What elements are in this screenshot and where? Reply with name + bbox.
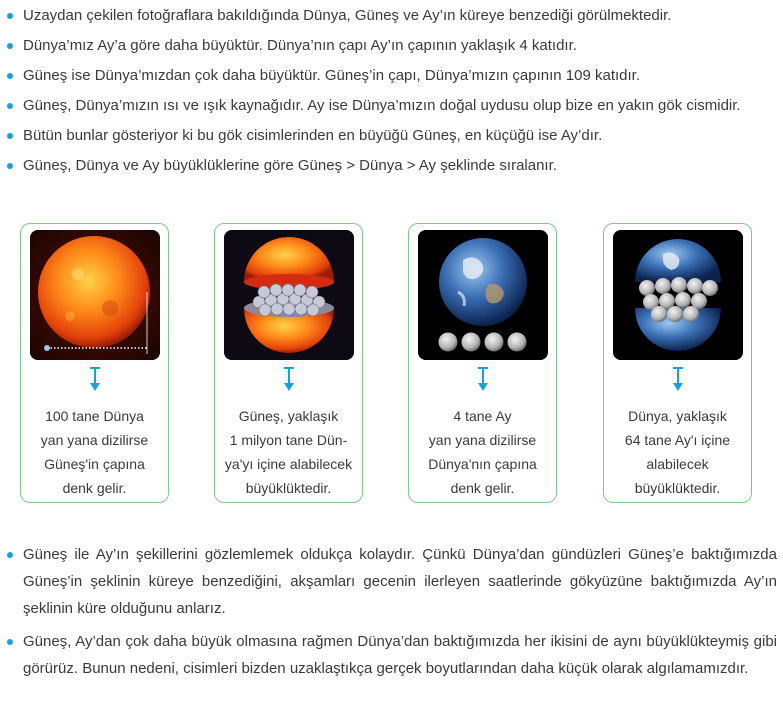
bottom-bullet-list — [0, 541, 783, 688]
bullet-dot-icon — [7, 552, 13, 558]
bullet-dot-icon — [7, 163, 13, 169]
card-caption: Güneş, yaklaşık 1 milyon tane Dün- ya'yı içine alabilecek büyüklüktedir. — [224, 408, 353, 496]
bullet-dot-icon — [7, 103, 13, 109]
comparison-card-earth-moons — [408, 223, 557, 503]
down-arrow-icon — [476, 366, 490, 392]
bullet-text: Güneş ise Dünya’mızdan çok daha büyüktür. Güneş’in çapı, Dünya’mızın çapının 109 katıdır. — [23, 67, 641, 84]
bullet-item — [0, 541, 783, 622]
sun-filled-with-earths-image — [224, 230, 354, 360]
bullet-dot-icon — [7, 73, 13, 79]
bullet-item — [0, 4, 783, 27]
comparison-card-sun-earths — [214, 223, 363, 503]
bullet-text: Güneş, Dünya ve Ay büyüklüklerine göre Güneş > Dünya > Ay şeklinde sıralanır. — [23, 157, 557, 174]
bullet-item — [0, 154, 783, 177]
card-caption: Dünya, yaklaşık 64 tane Ay'ı içine alabilecek büyüklüktedir. — [624, 408, 731, 496]
bullet-text: Güneş, Ay’dan çok daha büyük olmasına rağmen Dünya’dan baktığımızda her ikisini de aynı büyüklükteymiş gibi görürüz. Bunun nedeni, cisimleri bizden uzaklaştıkça gerçek boyutlarından daha küçük olarak algılamamızdır. — [23, 633, 777, 677]
bullet-text: Dünya’mız Ay’a göre daha büyüktür. Dünya’nın çapı Ay’ın çapının yaklaşık 4 katıdır. — [23, 37, 577, 54]
bullet-item — [0, 124, 783, 147]
card-caption: 4 tane Ay yan yana dizilirse Dünya'nın çapına denk gelir. — [428, 408, 537, 496]
comparison-card-sun — [20, 223, 169, 503]
bullet-item — [0, 64, 783, 87]
comparison-card-earth-filled-moons — [603, 223, 752, 503]
top-bullet-list — [0, 4, 783, 184]
bullet-text: Güneş ile Ay’ın şekillerini gözlemlemek oldukça kolaydır. Çünkü Dünya’dan gündüzleri Güneş’e baktığımızda Güneş’in şeklinin küreye benzediğini, akşamları gecenin ilerleyen saatlerinde gökyüzüne baktığımızda Ay’ın şeklinin küre olduğunu anlarız. — [23, 546, 777, 617]
card-caption: 100 tane Dünya yan yana dizilirse Güneş'in çapına denk gelir. — [40, 408, 149, 496]
bullet-text: Uzaydan çekilen fotoğraflara bakıldığında Dünya, Güneş ve Ay’ın küreye benzediği görülmektedir. — [23, 7, 672, 24]
earth-four-moons-image — [418, 230, 548, 360]
earth-filled-with-moons-image — [613, 230, 743, 360]
bullet-item — [0, 94, 783, 117]
sun-earth-row-image — [30, 230, 160, 360]
bullet-item — [0, 34, 783, 57]
bullet-dot-icon — [7, 13, 13, 19]
bullet-text: Bütün bunlar gösteriyor ki bu gök cisimlerinden en büyüğü Güneş, en küçüğü ise Ay’dır. — [23, 127, 603, 144]
bullet-dot-icon — [7, 133, 13, 139]
bullet-dot-icon — [7, 43, 13, 49]
bullet-text: Güneş, Dünya’mızın ısı ve ışık kaynağıdır. Ay ise Dünya’mızın doğal uydusu olup bize en yakın gök cismidir. — [23, 97, 741, 114]
bullet-item — [0, 628, 783, 682]
bullet-dot-icon — [7, 639, 13, 645]
down-arrow-icon — [671, 366, 685, 392]
down-arrow-icon — [88, 366, 102, 392]
down-arrow-icon — [282, 366, 296, 392]
